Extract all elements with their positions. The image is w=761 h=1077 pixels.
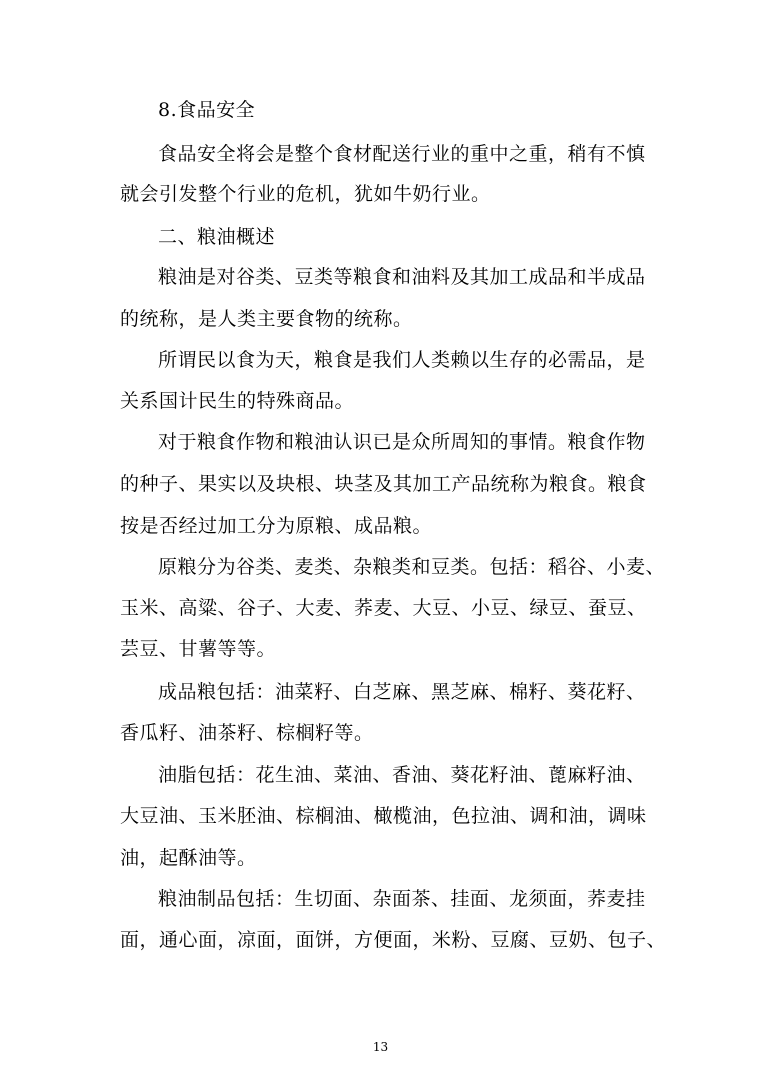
section-heading-food-safety: 8.食品安全 [158, 99, 256, 121]
paragraph-line: 油脂包括：花生油、菜油、香油、葵花籽油、蓖麻籽油、 [158, 764, 646, 786]
paragraph-line: 粮油制品包括：生切面、杂面茶、挂面、龙须面，荞麦挂 [158, 888, 646, 910]
paragraph-line: 就会引发整个行业的危机，犹如牛奶行业。 [120, 183, 491, 205]
paragraph-line: 对于粮食作物和粮油认识已是众所周知的事情。粮食作物 [158, 431, 646, 453]
paragraph-line: 原粮分为谷类、麦类、杂粮类和豆类。包括：稻谷、小麦、 [158, 556, 666, 578]
paragraph-line: 粮油是对谷类、豆类等粮食和油料及其加工成品和半成品 [158, 266, 646, 288]
paragraph-line: 油，起酥油等。 [120, 847, 257, 869]
paragraph-line: 面，通心面，凉面，面饼，方便面，米粉、豆腐、豆奶、包子、 [120, 929, 667, 951]
page-number: 13 [372, 1040, 389, 1054]
paragraph-line: 玉米、高粱、谷子、大麦、荞麦、大豆、小豆、绿豆、蚕豆、 [120, 597, 647, 619]
section-heading-grain-oil: 二、粮油概述 [158, 226, 276, 248]
paragraph-line: 芸豆、甘薯等等。 [120, 638, 277, 660]
paragraph-line: 香瓜籽、油茶籽、棕榈籽等。 [120, 722, 374, 744]
paragraph-line: 按是否经过加工分为原粮、成品粮。 [120, 515, 433, 537]
paragraph-line: 的种子、果实以及块根、块茎及其加工产品统称为粮食。粮食 [120, 473, 647, 495]
paragraph-line: 成品粮包括：油菜籽、白芝麻、黑芝麻、棉籽、葵花籽、 [158, 681, 646, 703]
paragraph-line: 食品安全将会是整个食材配送行业的重中之重，稍有不慎 [158, 143, 646, 165]
paragraph-line: 所谓民以食为天，粮食是我们人类赖以生存的必需品，是 [158, 349, 646, 371]
paragraph-line: 大豆油、玉米胚油、棕榈油、橄榄油，色拉油、调和油，调味 [120, 805, 647, 827]
paragraph-line: 关系国计民生的特殊商品。 [120, 390, 355, 412]
paragraph-line: 的统称，是人类主要食物的统称。 [120, 308, 413, 330]
